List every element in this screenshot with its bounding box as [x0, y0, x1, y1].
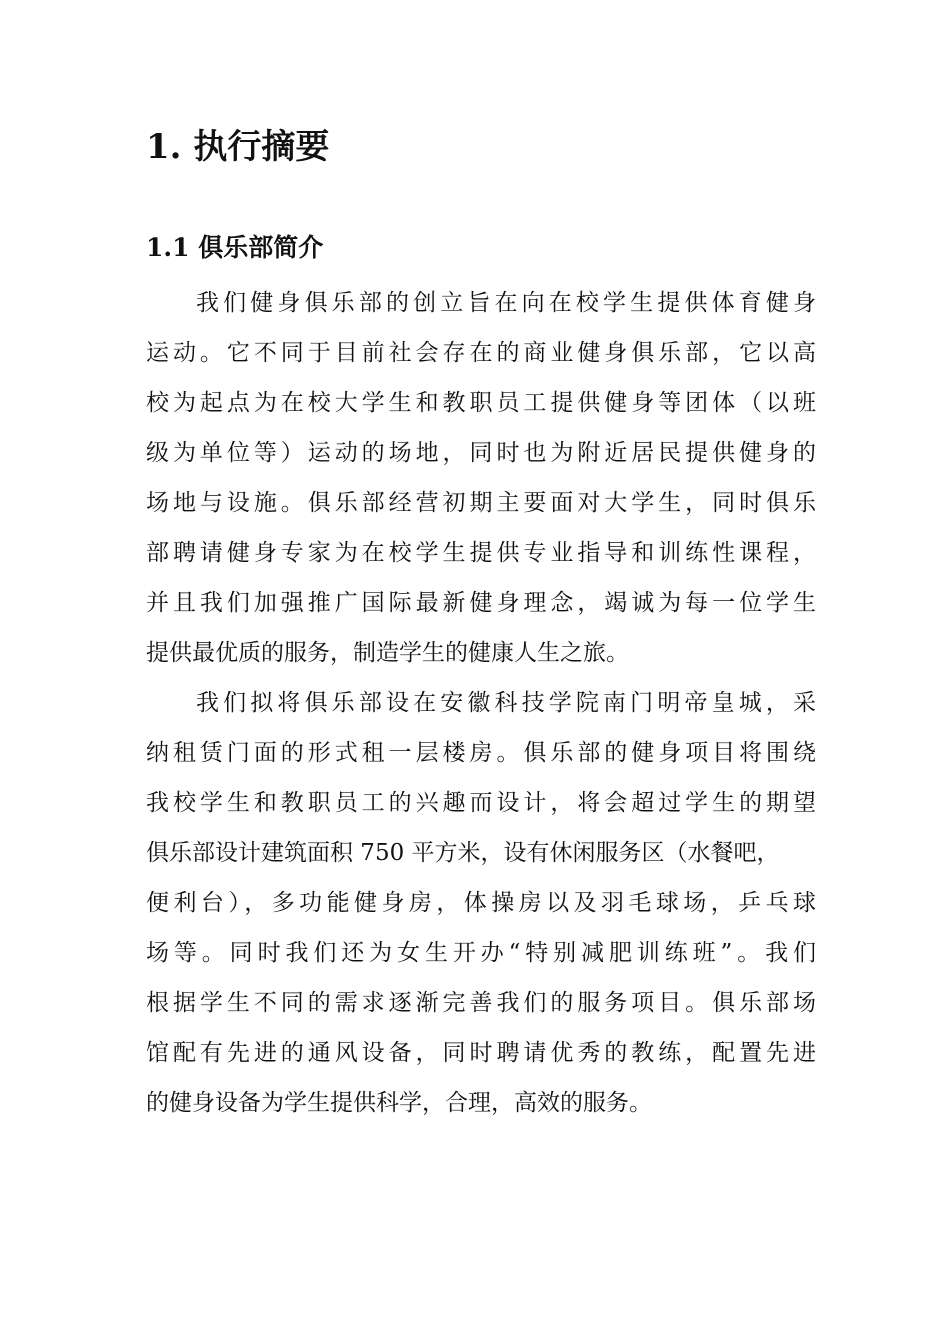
paragraph-line: 提供最优质的服务，制造学生的健康人生之旅。 [146, 640, 629, 666]
paragraph-line: 场地与设施。俱乐部经营初期主要面对大学生，同时俱乐 [146, 490, 816, 516]
paragraph-line: 便利台），多功能健身房，体操房以及羽毛球场，乒乓球 [146, 890, 816, 916]
paragraph-line: 我们健身俱乐部的创立旨在向在校学生提供体育健身 [196, 290, 816, 316]
body-text [146, 278, 816, 1128]
paragraph-line: 俱乐部设计建筑面积 750 平方米，设有休闲服务区（水餐吧， [146, 840, 780, 866]
paragraph-2 [146, 678, 816, 1128]
paragraph-line: 运动。它不同于目前社会存在的商业健身俱乐部，它以高 [146, 340, 816, 366]
paragraph-line: 的健身设备为学生提供科学，合理，高效的服务。 [146, 1090, 652, 1116]
paragraph-1 [146, 278, 816, 678]
paragraph-line: 我校学生和教职员工的兴趣而设计，将会超过学生的期望 [146, 790, 816, 816]
paragraph-line: 场等。同时我们还为女生开办“特别减肥训练班”。我们 [146, 940, 816, 966]
paragraph-line: 级为单位等）运动的场地，同时也为附近居民提供健身的 [146, 440, 816, 466]
paragraph-line: 我们拟将俱乐部设在安徽科技学院南门明帝皇城，采 [196, 690, 816, 716]
paragraph-line: 纳租赁门面的形式租一层楼房。俱乐部的健身项目将围绕 [146, 740, 816, 766]
paragraph-line: 根据学生不同的需求逐渐完善我们的服务项目。俱乐部场 [146, 990, 816, 1016]
paragraph-line: 校为起点为在校大学生和教职员工提供健身等团体（以班 [146, 390, 816, 416]
paragraph-line: 并且我们加强推广国际最新健身理念，竭诚为每一位学生 [146, 590, 816, 616]
paragraph-line: 馆配有先进的通风设备，同时聘请优秀的教练，配置先进 [146, 1040, 816, 1066]
paragraph-line: 部聘请健身专家为在校学生提供专业指导和训练性课程， [146, 540, 816, 566]
section-heading-1: 1. 执行摘要 [146, 127, 330, 167]
subsection-heading-1-1: 1.1 俱乐部简介 [146, 233, 324, 262]
